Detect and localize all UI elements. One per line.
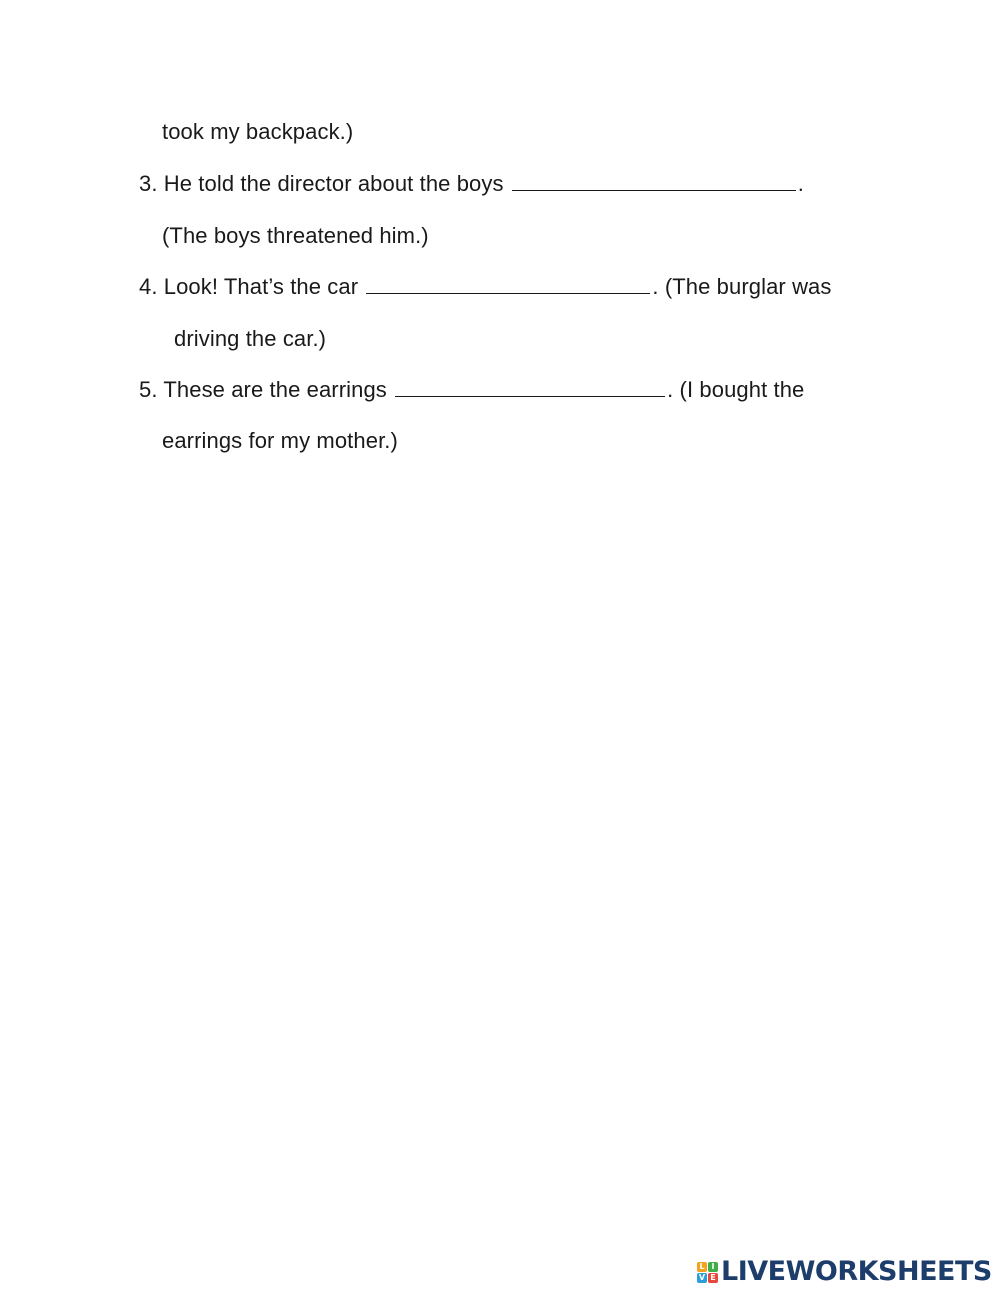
question-3-blank[interactable] [512, 170, 796, 191]
question-4 [139, 273, 832, 301]
question-5-hint-end: earrings for my mother.) [162, 428, 398, 453]
question-4-hint-end: driving the car.) [174, 326, 327, 351]
liveworksheets-logo [697, 1257, 992, 1287]
logo-mark-e: E [708, 1273, 718, 1283]
question-4-blank[interactable] [366, 273, 650, 294]
logo-text: LIVEWORKSHEETS [721, 1256, 992, 1287]
logo-mark-icon [697, 1262, 718, 1283]
logo-mark-i: I [708, 1262, 718, 1272]
logo-mark-v: V [698, 1272, 706, 1282]
question-3 [139, 170, 804, 198]
logo-mark-l: L [697, 1262, 707, 1272]
question-3-hint: (The boys threatened him.) [162, 223, 429, 248]
worksheet-line-1: took my backpack.) [162, 119, 354, 144]
question-5-blank[interactable] [395, 376, 665, 397]
question-4-hint-start: . (The burglar was [652, 274, 832, 299]
question-4-text: 4. Look! That’s the car [139, 274, 359, 299]
question-3-end: . [797, 171, 805, 196]
question-5-text: 5. These are the earrings [139, 377, 387, 402]
question-5-hint-start: . (I bought the [667, 377, 805, 402]
question-3-text: 3. He told the director about the boys [139, 171, 504, 196]
question-5 [139, 376, 804, 404]
